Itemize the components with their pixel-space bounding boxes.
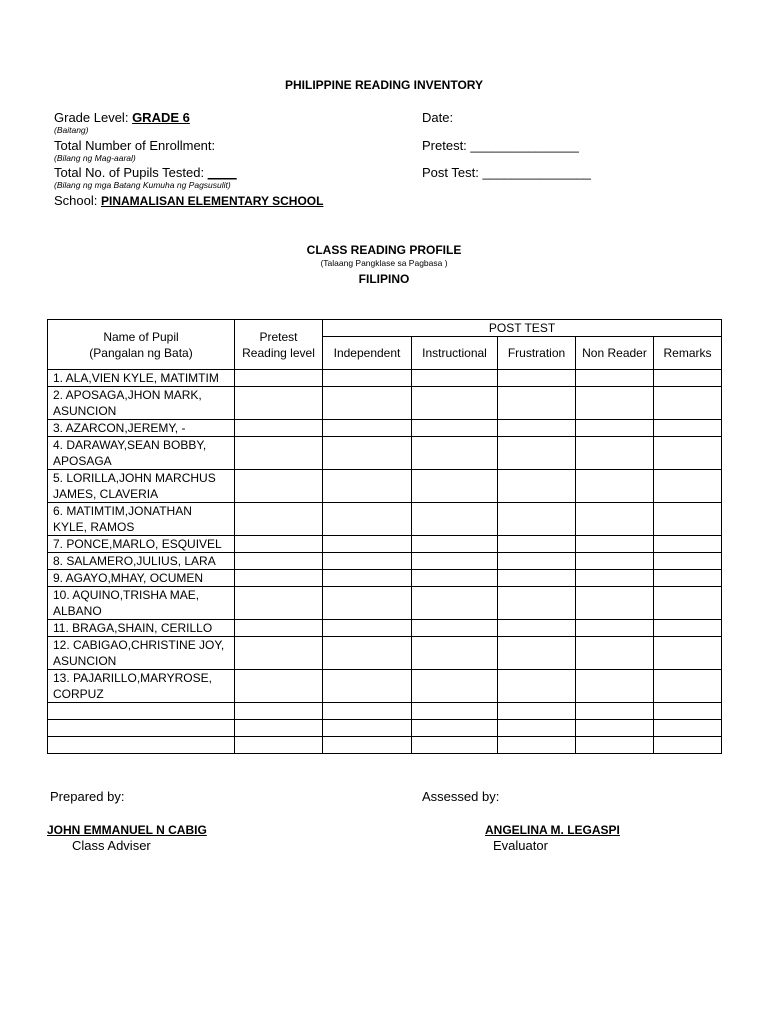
empty-cell <box>235 737 323 754</box>
empty-cell <box>235 437 323 470</box>
empty-cell <box>235 387 323 420</box>
empty-cell <box>412 420 498 437</box>
pupils-tested-line <box>54 165 237 180</box>
table-row <box>48 620 722 637</box>
empty-cell <box>323 737 412 754</box>
pupil-name-cell <box>48 703 235 720</box>
enrollment-sub: (Bilang ng Mag-aaral) <box>54 153 136 163</box>
empty-cell <box>654 637 722 670</box>
table-row <box>48 637 722 670</box>
empty-cell <box>498 437 576 470</box>
empty-cell <box>498 620 576 637</box>
empty-cell <box>323 587 412 620</box>
empty-cell <box>323 370 412 387</box>
empty-cell <box>498 553 576 570</box>
pupil-name-cell: 13. PAJARILLO,MARYROSE, CORPUZ <box>48 670 235 703</box>
pupil-name-cell: 6. MATIMTIM,JONATHAN KYLE, RAMOS <box>48 503 235 536</box>
empty-cell <box>498 737 576 754</box>
prepared-by-label: Prepared by: <box>50 789 125 804</box>
empty-cell <box>412 570 498 587</box>
empty-cell <box>323 437 412 470</box>
empty-cell <box>498 703 576 720</box>
empty-cell <box>576 387 654 420</box>
profile-subtitle: (Talaang Pangklase sa Pagbasa ) <box>320 258 448 268</box>
table-row <box>48 570 722 587</box>
pupils-tested-label: Total No. of Pupils Tested: <box>54 165 205 180</box>
assessor-role: Evaluator <box>493 838 548 853</box>
empty-cell <box>654 420 722 437</box>
empty-cell <box>654 536 722 553</box>
empty-cell <box>323 470 412 503</box>
name-header-sub: (Pangalan ng Bata) <box>89 345 193 360</box>
table-row <box>48 437 722 470</box>
empty-cell <box>498 587 576 620</box>
table-row <box>48 587 722 620</box>
empty-cell <box>412 637 498 670</box>
empty-cell <box>235 503 323 536</box>
empty-cell <box>235 587 323 620</box>
empty-cell <box>498 370 576 387</box>
grade-level-line <box>54 110 190 125</box>
grade-level-label: Grade Level: <box>54 110 129 125</box>
pupil-name-cell: 3. AZARCON,JEREMY, - <box>48 420 235 437</box>
empty-cell <box>654 470 722 503</box>
empty-cell <box>654 387 722 420</box>
post-test-header: POST TEST <box>323 320 722 337</box>
empty-cell <box>412 587 498 620</box>
frustration-header: Frustration <box>498 337 576 370</box>
empty-cell <box>654 703 722 720</box>
empty-cell <box>235 637 323 670</box>
empty-cell <box>654 620 722 637</box>
pupil-name-cell: 1. ALA,VIEN KYLE, MATIMTIM <box>48 370 235 387</box>
empty-cell <box>412 387 498 420</box>
empty-cell <box>412 536 498 553</box>
pupil-name-cell: 5. LORILLA,JOHN MARCHUS JAMES, CLAVERIA <box>48 470 235 503</box>
empty-cell <box>576 587 654 620</box>
empty-cell <box>576 570 654 587</box>
empty-cell <box>412 720 498 737</box>
pupils-tested-value: ____ <box>207 165 237 180</box>
empty-cell <box>498 503 576 536</box>
empty-cell <box>576 536 654 553</box>
empty-cell <box>323 637 412 670</box>
assessor-name: ANGELINA M. LEGASPI <box>485 823 620 837</box>
empty-cell <box>235 420 323 437</box>
school-value: PINAMALISAN ELEMENTARY SCHOOL <box>101 194 324 208</box>
independent-header: Independent <box>323 337 412 370</box>
table-row <box>48 720 722 737</box>
table-row <box>48 387 722 420</box>
empty-cell <box>412 553 498 570</box>
empty-cell <box>654 720 722 737</box>
empty-cell <box>323 703 412 720</box>
name-header-label: Name of Pupil <box>103 329 179 344</box>
pretest-label: Pretest: _______________ <box>422 138 579 153</box>
document-title: PHILIPPINE READING INVENTORY <box>284 78 484 92</box>
empty-cell <box>498 470 576 503</box>
table-row <box>48 553 722 570</box>
empty-cell <box>412 737 498 754</box>
empty-cell <box>576 737 654 754</box>
pupil-name-cell: 11. BRAGA,SHAIN, CERILLO <box>48 620 235 637</box>
empty-cell <box>412 703 498 720</box>
empty-cell <box>235 670 323 703</box>
table-row <box>48 370 722 387</box>
table-row <box>48 470 722 503</box>
instructional-header: Instructional <box>412 337 498 370</box>
empty-cell <box>654 370 722 387</box>
pupil-name-cell: 8. SALAMERO,JULIUS, LARA <box>48 553 235 570</box>
empty-cell <box>323 503 412 536</box>
pupil-name-cell: 7. PONCE,MARLO, ESQUIVEL <box>48 536 235 553</box>
pretest-reading-level-header: Pretest Reading level <box>235 320 323 370</box>
empty-cell <box>498 387 576 420</box>
remarks-header: Remarks <box>654 337 722 370</box>
empty-cell <box>498 637 576 670</box>
empty-cell <box>576 720 654 737</box>
school-label: School: <box>54 193 98 208</box>
empty-cell <box>576 703 654 720</box>
empty-cell <box>576 370 654 387</box>
empty-cell <box>498 720 576 737</box>
non-reader-header: Non Reader <box>576 337 654 370</box>
empty-cell <box>323 720 412 737</box>
empty-cell <box>412 437 498 470</box>
empty-cell <box>654 670 722 703</box>
empty-cell <box>576 670 654 703</box>
empty-cell <box>654 587 722 620</box>
empty-cell <box>654 437 722 470</box>
empty-cell <box>654 737 722 754</box>
profile-title: CLASS READING PROFILE <box>306 243 462 257</box>
empty-cell <box>576 553 654 570</box>
preparer-name: JOHN EMMANUEL N CABIG <box>47 823 207 837</box>
table-row <box>48 536 722 553</box>
empty-cell <box>576 437 654 470</box>
empty-cell <box>323 620 412 637</box>
posttest-label: Post Test: _______________ <box>422 165 591 180</box>
empty-cell <box>235 703 323 720</box>
empty-cell <box>323 670 412 703</box>
pupil-name-cell <box>48 720 235 737</box>
empty-cell <box>235 553 323 570</box>
empty-cell <box>235 470 323 503</box>
empty-cell <box>323 553 412 570</box>
empty-cell <box>235 620 323 637</box>
empty-cell <box>498 536 576 553</box>
empty-cell <box>323 387 412 420</box>
table-row <box>48 670 722 703</box>
grade-level-sub: (Baitang) <box>54 125 89 135</box>
empty-cell <box>576 470 654 503</box>
pupil-name-cell: 10. AQUINO,TRISHA MAE, ALBANO <box>48 587 235 620</box>
empty-cell <box>323 570 412 587</box>
empty-cell <box>654 553 722 570</box>
empty-cell <box>412 670 498 703</box>
assessed-by-label: Assessed by: <box>422 789 500 804</box>
date-label: Date: <box>422 110 454 125</box>
pupil-name-cell: 9. AGAYO,MHAY, OCUMEN <box>48 570 235 587</box>
empty-cell <box>412 620 498 637</box>
empty-cell <box>235 370 323 387</box>
empty-cell <box>576 503 654 536</box>
empty-cell <box>576 420 654 437</box>
table-row <box>48 503 722 536</box>
pupil-name-cell: 2. APOSAGA,JHON MARK, ASUNCION <box>48 387 235 420</box>
table-row <box>48 737 722 754</box>
empty-cell <box>412 370 498 387</box>
empty-cell <box>576 637 654 670</box>
grade-level-value: GRADE 6 <box>132 110 190 125</box>
empty-cell <box>654 503 722 536</box>
table-row <box>48 703 722 720</box>
enrollment-label: Total Number of Enrollment: <box>54 138 216 153</box>
empty-cell <box>235 570 323 587</box>
school-line <box>54 193 323 208</box>
empty-cell <box>576 620 654 637</box>
class-reading-profile-table <box>47 319 722 754</box>
pupils-tested-sub: (Bilang ng mga Batang Kumuha ng Pagsusulit) <box>54 180 231 190</box>
empty-cell <box>412 503 498 536</box>
empty-cell <box>654 570 722 587</box>
empty-cell <box>498 670 576 703</box>
empty-cell <box>498 570 576 587</box>
empty-cell <box>235 536 323 553</box>
name-of-pupil-header <box>48 320 235 370</box>
pupil-name-cell <box>48 737 235 754</box>
empty-cell <box>412 470 498 503</box>
empty-cell <box>498 420 576 437</box>
table-row <box>48 420 722 437</box>
pupil-name-cell: 12. CABIGAO,CHRISTINE JOY, ASUNCION <box>48 637 235 670</box>
empty-cell <box>235 720 323 737</box>
pupil-name-cell: 4. DARAWAY,SEAN BOBBY, APOSAGA <box>48 437 235 470</box>
profile-language: FILIPINO <box>358 272 410 286</box>
preparer-role: Class Adviser <box>72 838 151 853</box>
empty-cell <box>323 536 412 553</box>
empty-cell <box>323 420 412 437</box>
